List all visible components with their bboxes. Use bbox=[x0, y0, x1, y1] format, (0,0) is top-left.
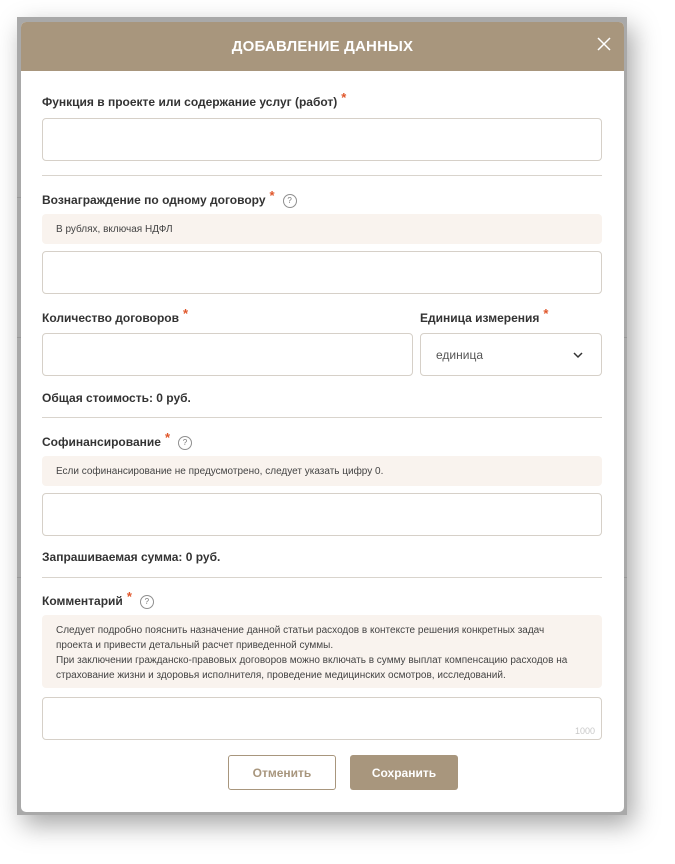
modal-body bbox=[42, 22, 602, 812]
comment-label-text: Комментарий bbox=[42, 594, 123, 608]
required-star: * bbox=[164, 430, 171, 445]
help-icon[interactable]: ? bbox=[283, 194, 297, 208]
unit-label bbox=[420, 306, 549, 326]
modal-title: ДОБАВЛЕНИЕ ДАННЫХ bbox=[231, 38, 414, 55]
function-input[interactable] bbox=[42, 118, 602, 161]
section-divider bbox=[42, 577, 602, 578]
comment-hint bbox=[42, 615, 602, 688]
cofinancing-hint: Если софинансирование не предусмотрено, следует указать цифру 0. bbox=[42, 456, 602, 486]
contracts-count-label-text: Количество договоров bbox=[42, 311, 179, 325]
requested-sum: Запрашиваемая сумма: 0 руб. bbox=[42, 550, 221, 564]
reward-label bbox=[42, 188, 297, 208]
cofinancing-input[interactable] bbox=[42, 493, 602, 536]
function-label bbox=[42, 90, 347, 110]
unit-label-text: Единица измерения bbox=[420, 311, 540, 325]
section-divider bbox=[42, 417, 602, 418]
required-star: * bbox=[126, 589, 132, 604]
comment-hint-line: проекта и привести детальный расчет приведенной суммы. bbox=[56, 640, 334, 651]
cofinancing-label bbox=[42, 430, 192, 450]
help-icon[interactable]: ? bbox=[178, 436, 192, 450]
required-star: * bbox=[543, 306, 549, 321]
comment-hint-line: При заключении гражданско-правовых договоров можно включать в сумму выплат компенсацию расходов на bbox=[56, 655, 568, 666]
cofinancing-label-text: Софинансирование bbox=[42, 435, 161, 449]
function-label-text: Функция в проекте или содержание услуг (работ) bbox=[42, 95, 338, 109]
reward-label-text: Вознаграждение по одному договору bbox=[42, 193, 266, 207]
chevron-down-icon bbox=[573, 351, 583, 359]
char-counter: 1000 bbox=[574, 726, 595, 736]
comment-hint-line: Следует подробно пояснить назначение данной статьи расходов в контексте решения конкретных задач bbox=[56, 625, 545, 636]
comment-textarea[interactable] bbox=[42, 697, 602, 740]
required-star: * bbox=[341, 90, 347, 105]
required-star: * bbox=[269, 188, 275, 203]
contracts-count-label bbox=[42, 306, 189, 326]
add-data-modal bbox=[21, 22, 624, 812]
total-cost: Общая стоимость: 0 руб. bbox=[42, 391, 191, 405]
required-star: * bbox=[182, 306, 189, 321]
contracts-count-input[interactable] bbox=[42, 333, 413, 376]
help-icon[interactable]: ? bbox=[140, 595, 154, 609]
save-button[interactable]: Сохранить bbox=[350, 755, 458, 790]
comment-hint-line: страхование жизни и здоровья исполнителя, проведение медицинских осмотров, исследований. bbox=[56, 670, 506, 681]
unit-select-value: единица bbox=[436, 348, 483, 362]
section-divider bbox=[42, 175, 602, 176]
unit-select[interactable] bbox=[420, 333, 602, 376]
comment-label bbox=[42, 589, 154, 609]
reward-input[interactable] bbox=[42, 251, 602, 294]
reward-hint: В рублях, включая НДФЛ bbox=[42, 214, 602, 244]
cancel-button[interactable]: Отменить bbox=[228, 755, 336, 790]
